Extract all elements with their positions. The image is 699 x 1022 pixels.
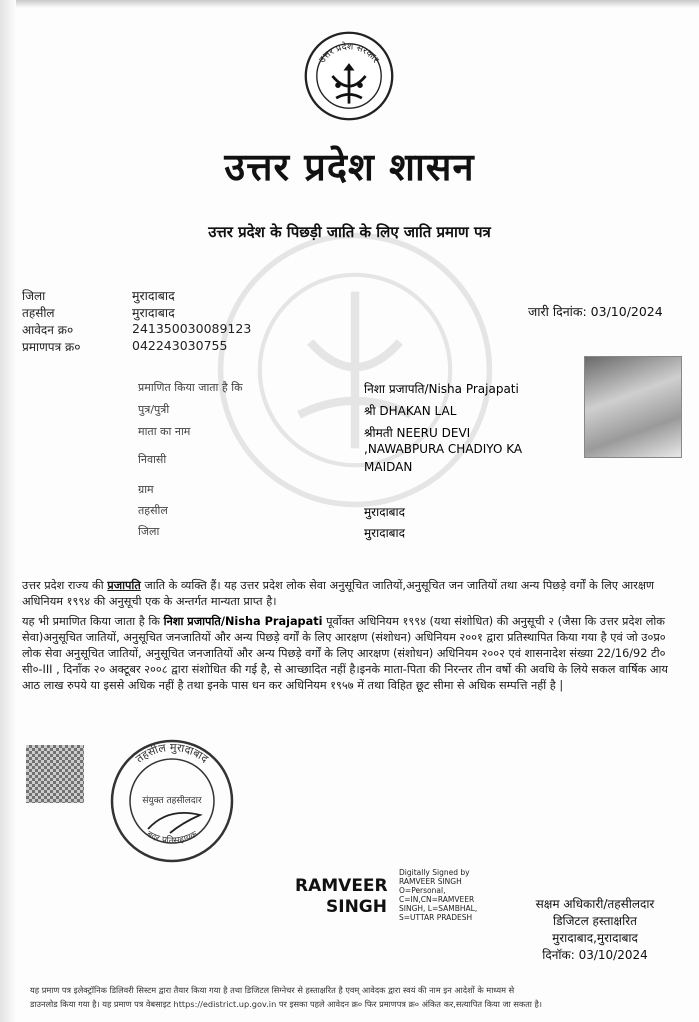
detail-mother-name [138, 424, 471, 440]
detail-value: मुरादाबाद [364, 526, 406, 540]
detail-label: माता का नाम [138, 425, 191, 438]
meta-value: मुरादाबाद [132, 288, 175, 303]
issue-date: जारी दिनांक: 03/10/2024 [528, 304, 663, 319]
detail-certified-name [138, 380, 519, 396]
detail-value: श्रीमती NEERU DEVI [364, 426, 471, 440]
svg-text:उत्तर प्रदेश सरकार: उत्तर प्रदेश सरकार [316, 41, 382, 66]
detail-label: जिला [138, 525, 160, 538]
para2-text-cont: पूर्वोक्त अधिनियम १९९४ (यथा संशोधित) की अनुसूची २ (जैसा कि उत्तर प्रदेश लोक सेवा)अनुसूचित जातियों, अनुसूचित जनजातियों और अन्य पिछड़े वर्गों के लिए आरक्षण (संशोधन) अधिनियम २००१ द्वारा प्रतिस्थापित किया गया है एवं जो उ०प्र० लोक सेवा अनुसूचित जातियों, अनुसूचित जनजातियों और अन्य पिछड़े वर्गों के लिए आरक्षण (संशोधन) अधिनियम २००२ एवं शासनादेश संख्या 22/16/92 टी० सी०-III , दिनाँक २० अक्टूबर २००८ द्वारा संशोधित की गई है, से आच्छादित नहीं है।इनके माता-पिता की निरन्तर तीन वर्षो की अवधि के लिये सकल वार्षिक आय आठ लाख रुपये या इससे अधिक नहीं है तथा इनके पास धन कर अधिनियम १९५७ में तथा विहित छूट सीमा से अधिक सम्पत्ति नहीं है | [22, 615, 668, 692]
authority-block [500, 896, 690, 964]
detail-value-line2: MAIDAN [364, 460, 413, 474]
detail-village [138, 482, 154, 497]
detail-value: श्री DHAKAN LAL [364, 404, 457, 418]
detail-tehsil [138, 503, 406, 519]
footer-line-1: यह प्रमाण पत्र इलेक्ट्रॉनिक डिलिवरी सिस्टम द्वारा तैयार किया गया है तथा डिजिटल सिग्नेचर से हस्ताक्षरित है एवम् आवेदक द्वारा स्वयं की नाम इन आदेशों के माध्यम से [30, 985, 515, 995]
detail-value: मुरादाबाद [364, 505, 406, 519]
authority-digital-signed: डिजिटल हस्ताक्षरित [553, 914, 637, 928]
meta-application-number [22, 321, 252, 338]
certification-paragraph-2 [22, 614, 682, 694]
detail-parent [138, 402, 457, 418]
caste-name: प्रजापति [107, 579, 141, 592]
svg-text:बदर प्रतिसहायक: बदर प्रतिसहायक [144, 829, 200, 847]
para2-text: यह भी प्रमाणित किया जाता है कि [22, 615, 160, 628]
detail-value-line1: ,NAWABPURA CHADIYO KA [364, 442, 523, 456]
detail-label: निवासी [138, 453, 167, 466]
official-seal [108, 737, 236, 865]
state-emblem [303, 30, 395, 122]
authority-designation: सक्षम अधिकारी/तहसीलदार [535, 897, 655, 911]
detail-label: प्रमाणित किया जाता है कि [138, 381, 243, 394]
meta-value: 241350030089123 [132, 321, 252, 336]
meta-certificate-number [22, 338, 228, 355]
para1-text-cont: जाति के व्यक्ति हैं। यह उत्तर प्रदेश लोक सेवा अनुसूचित जातियों,अनुसूचित जन जातियों तथा अन्य पिछड़े वर्गों के लिए आरक्षण अधिनियम १९९४ की अनुसूची एक के अन्तर्गत मान्यता प्राप्त है। [22, 579, 655, 608]
applicant-name-inline: निशा प्रजापति/Nisha Prajapati [163, 615, 323, 628]
meta-tehsil [22, 304, 175, 321]
detail-label: तहसील [138, 504, 168, 517]
footer-line-2: डाउनलोड किया गया है। यह प्रमाण पत्र वेबसाइट https://edistrict.up.gov.in पर इसका पहले आवेदन क्र० फिर प्रमाणपत्र क्र० अंकित कर,सत्यापित किया जा सकता है। [30, 999, 542, 1009]
meta-label: प्रमाणपत्र क्र० [22, 340, 81, 354]
para1-text: उत्तर प्रदेश राज्य की [22, 579, 104, 592]
detail-label: ग्राम [138, 483, 154, 496]
applicant-photo [584, 356, 682, 458]
meta-value: 042243030755 [132, 338, 228, 353]
certification-paragraph-1 [22, 578, 682, 610]
svg-text:संयुक्त तहसीलदार: संयुक्त तहसीलदार [142, 796, 202, 806]
meta-label: तहसील [22, 306, 55, 320]
authority-location: मुरादाबाद,मुरादाबाद [552, 931, 638, 945]
watermark-emblem [215, 230, 495, 510]
meta-district [22, 287, 175, 304]
footer-note [30, 983, 680, 1011]
digital-signature-name: RAMVEER SINGH [295, 876, 388, 917]
svg-text:तहसील मुरादाबाद: तहसील मुरादाबाद [133, 740, 211, 766]
detail-label: पुत्र/पुत्री [138, 403, 170, 416]
certificate-subtitle: उत्तर प्रदेश के पिछड़ी जाति के लिए जाति प्रमाण पत्र [208, 223, 491, 241]
detail-district [138, 524, 406, 540]
detail-value: निशा प्रजापति/Nisha Prajapati [364, 382, 519, 396]
authority-date: दिनॉक: 03/10/2024 [542, 948, 648, 962]
meta-label: आवेदन क्र० [22, 323, 74, 337]
detail-resident [138, 442, 523, 474]
meta-label: जिला [22, 289, 46, 303]
digital-signature-details: Digitally Signed by RAMVEER SINGH O=Personal, C=IN,CN=RAMVEER SINGH, L=SAMBHAL, S=UTTAR PRADESH [399, 868, 478, 922]
qr-code [26, 745, 84, 803]
scan-edge-top [0, 0, 699, 8]
meta-value: मुरादाबाद [132, 305, 175, 320]
page-title: उत्तर प्रदेश शासन [224, 145, 475, 189]
